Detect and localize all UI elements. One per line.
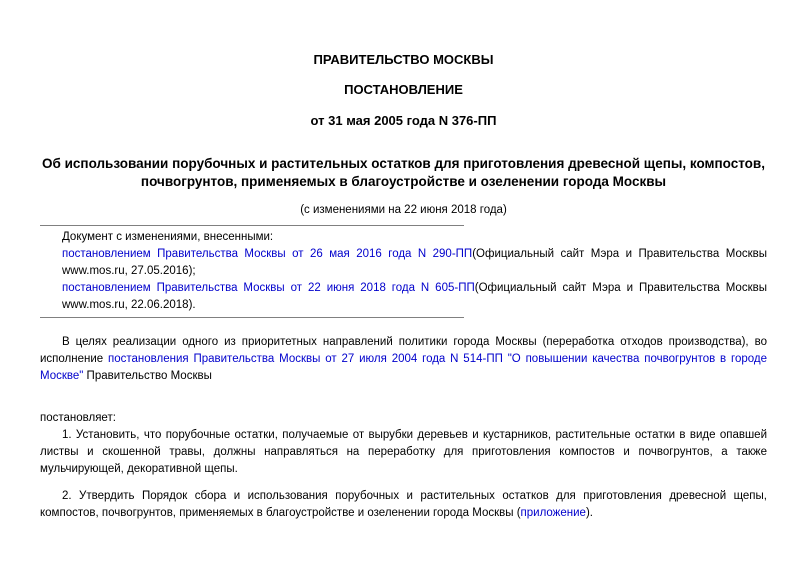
- preamble-link-514[interactable]: постановления Правительства Москвы от 27 июля 2004 года N 514-ПП "О повышении качества почвогрунтов в городе Москве": [40, 353, 767, 382]
- change-source: (Официальный сайт Мэра и Правительства Москвы www.mos.ru, 22.06.2018).: [62, 282, 767, 311]
- document-date-number: от 31 мая 2005 года N 376-ПП: [310, 113, 497, 128]
- preamble-paragraph: [40, 334, 767, 385]
- document-title-line-2: почвогрунтов, применяемых в благоустройстве и озеленении города Москвы: [140, 174, 667, 189]
- top-divider: [40, 225, 464, 226]
- item-2-paragraph: [40, 488, 767, 522]
- changes-intro: Документ с изменениями, внесенными:: [62, 231, 274, 243]
- item-2-text: 2. Утвердить Порядок сбора и использования порубочных и растительных остатков для приготовления древесной щепы, компостов, почвогрунтов, применяемых в благоустройстве и озеленении города Москвы (: [40, 490, 767, 519]
- change-source: (Официальный сайт Мэра и Правительства Москвы www.mos.ru, 27.05.2016);: [62, 248, 767, 277]
- change-link-290[interactable]: постановлением Правительства Москвы от 26 мая 2016 года N 290-ПП: [62, 248, 473, 260]
- item-1-paragraph: 1. Установить, что порубочные остатки, получаемые от вырубки деревьев и кустарников, растительные остатки в виде опавшей листвы и скошенной травы, должны направляться на переработку для приготовления компостов и почвогрунтов, а также мульчирующей, декоративной щепы.: [40, 429, 767, 475]
- change-item: [62, 246, 767, 280]
- document-type: ПОСТАНОВЛЕНИЕ: [344, 82, 463, 97]
- government-name: ПРАВИТЕЛЬСТВО МОСКВЫ: [313, 52, 494, 67]
- document-title-line-1: Об использовании порубочных и растительных остатков для приготовления древесной щепы, компостов,: [42, 156, 765, 171]
- appendix-link[interactable]: приложение: [520, 507, 586, 519]
- change-item: [62, 280, 767, 314]
- revision-note: (с изменениями на 22 июня 2018 года): [300, 204, 507, 216]
- changes-block: [40, 229, 767, 314]
- resolves-label: постановляет:: [40, 412, 116, 424]
- preamble-text: В целях реализации одного из приоритетных направлений политики города Москвы (переработка отходов производства), во исполнение: [40, 336, 767, 365]
- change-link-605[interactable]: постановлением Правительства Москвы от 22 июня 2018 года N 605-ПП: [62, 282, 475, 294]
- preamble-tail: Правительство Москвы: [83, 370, 212, 382]
- item-2-tail: ).: [585, 507, 593, 519]
- bottom-divider: [40, 317, 464, 318]
- document-title: [40, 155, 767, 191]
